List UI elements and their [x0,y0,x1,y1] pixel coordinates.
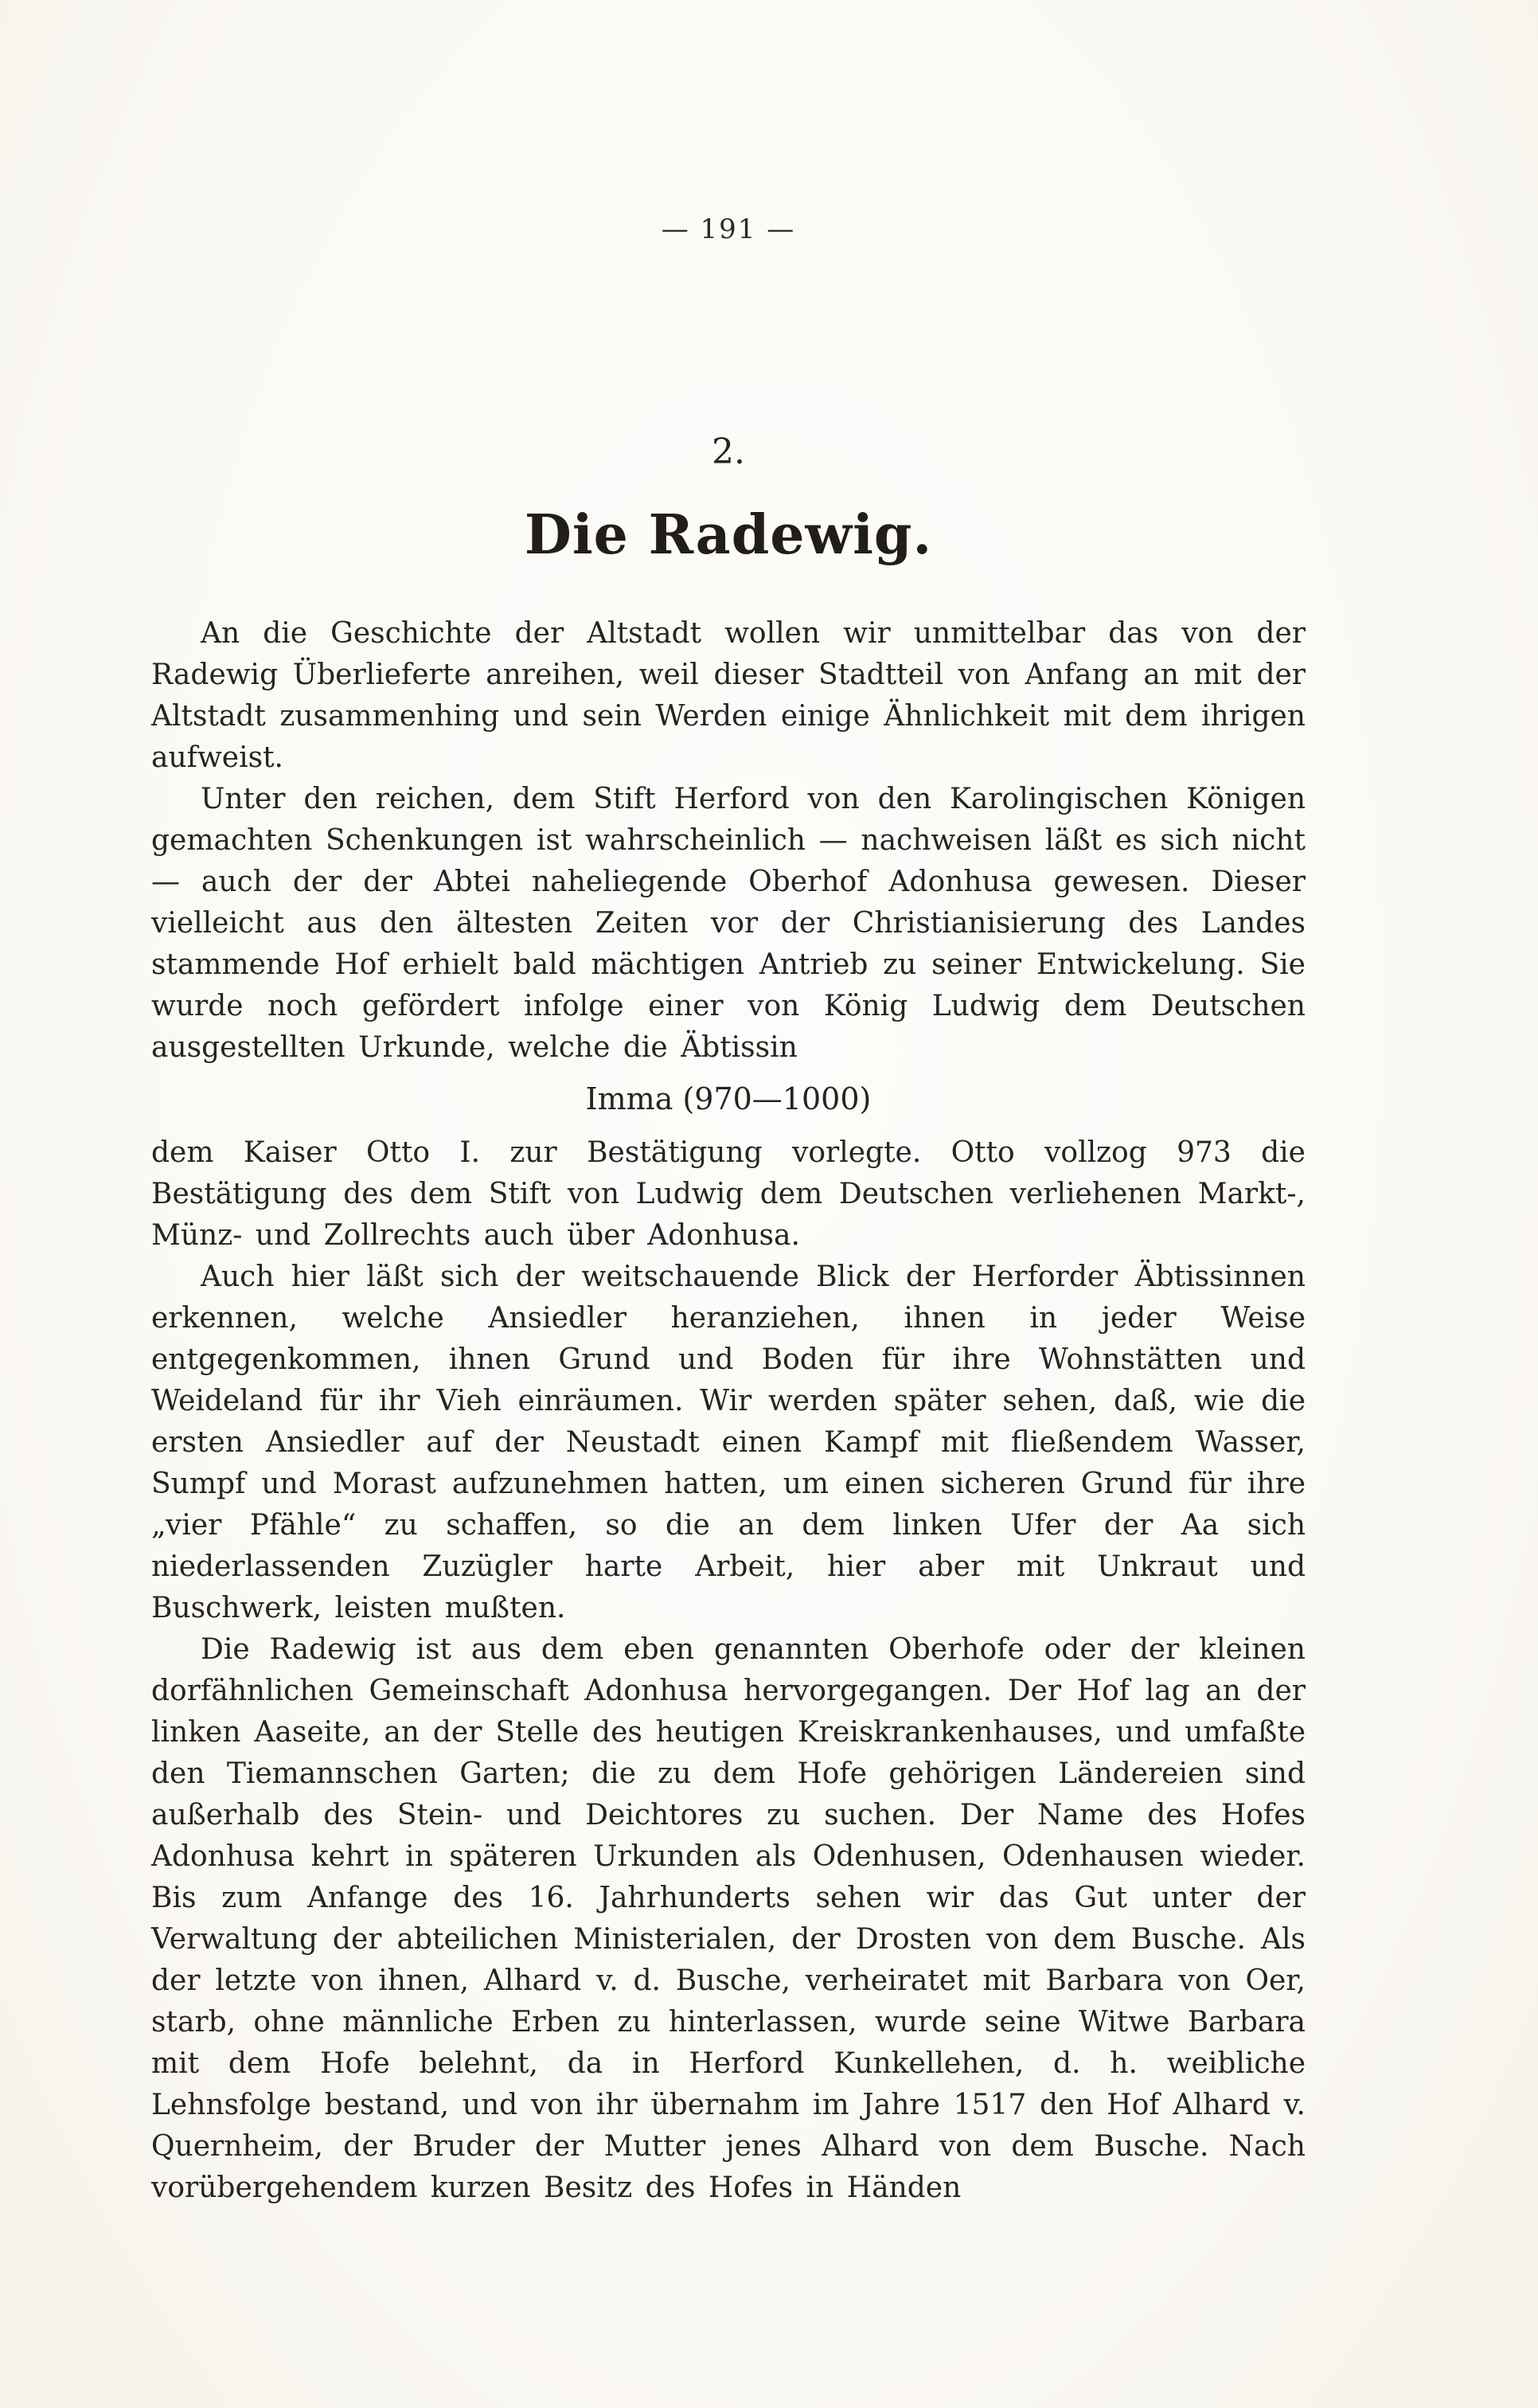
paragraph-2: Unter den reichen, dem Stift Herford von den Karolingischen Königen gemachten Schenkungen ist wahrscheinlich — nachweisen läßt es sich nicht — auch der der Abtei naheliegende Oberhof Adonhusa gewesen. Dieser vielleicht aus den ältesten Zeiten vor der Christianisierung des Landes stammende Hof erhielt bald mächtigen Antrieb zu seiner Entwickelung. Sie wurde noch gefördert infolge einer von König Ludwig dem Deutschen ausgestellten Urkunde, welche die Äbtissin [151,783,1306,1064]
text-column [151,0,1306,2209]
paragraph-1: An die Geschichte der Altstadt wollen wir unmittelbar das von der Radewig Überlieferte anreihen, weil dieser Stadtteil von Anfang an mit der Altstadt zusammenhing und sein Werden einige Ähnlichkeit mit dem ihrigen aufweist. [151,617,1306,774]
paragraph-4: Auch hier läßt sich der weitschauende Blick der Herforder Äbtissinnen erkennen, welche Ansiedler heranziehen, ihnen in jeder Weise entgegenkommen, ihnen Grund und Boden für ihre Wohnstätten und Weideland für ihr Vieh einräumen. Wir werden später sehen, daß, wie die ersten Ansiedler auf der Neustadt einen Kampf mit fließendem Wasser, Sumpf und Morast aufzunehmen hatten, um einen sicheren Grund für ihre „vier Pfähle“ zu schaffen, so die an dem linken Ufer der Aa sich niederlassenden Zuzügler harte Arbeit, hier aber mit Unkraut und Buschwerk, leisten mußten. [151,1261,1306,1624]
section-number: 2. [712,432,745,472]
subheading-imma: Imma (970—1000) [585,1081,872,1116]
page-number: — 191 — [661,213,796,245]
paragraph-3: dem Kaiser Otto I. zur Bestätigung vorlegte. Otto vollzog 973 die Bestätigung des dem Stift von Ludwig dem Deutschen verliehenen Markt-, Münz- und Zollrechts auch über Adonhusa. [151,1136,1306,1252]
chapter-title: Die Radewig. [524,503,933,567]
paragraph-5: Die Radewig ist aus dem eben genannten Oberhofe oder der kleinen dorfähnlichen Gemeinschaft Adonhusa hervorgegangen. Der Hof lag an der linken Aaseite, an der Stelle des heutigen Kreiskrankenhauses, und umfaßte den Tiemannschen Garten; die zu dem Hofe gehörigen Ländereien sind außerhalb des Stein- und Deichtores zu suchen. Der Name des Hofes Adonhusa kehrt in späteren Urkunden als Odenhusen, Odenhausen wieder. Bis zum Anfange des 16. Jahrhunderts sehen wir das Gut unter der Verwaltung der abteilichen Ministerialen, der Drosten von dem Busche. Als der letzte von ihnen, Alhard v. d. Busche, verheiratet mit Barbara von Oer, starb, ohne männliche Erben zu hinterlassen, wurde seine Witwe Barbara mit dem Hofe belehnt, da in Herford Kunkellehen, d. h. weibliche Lehnsfolge bestand, und von ihr übernahm im Jahre 1517 den Hof Alhard v. Quernheim, der Bruder der Mutter jenes Alhard von dem Busche. Nach vorübergehendem kurzen Besitz des Hofes in Händen [151,1633,1306,2204]
